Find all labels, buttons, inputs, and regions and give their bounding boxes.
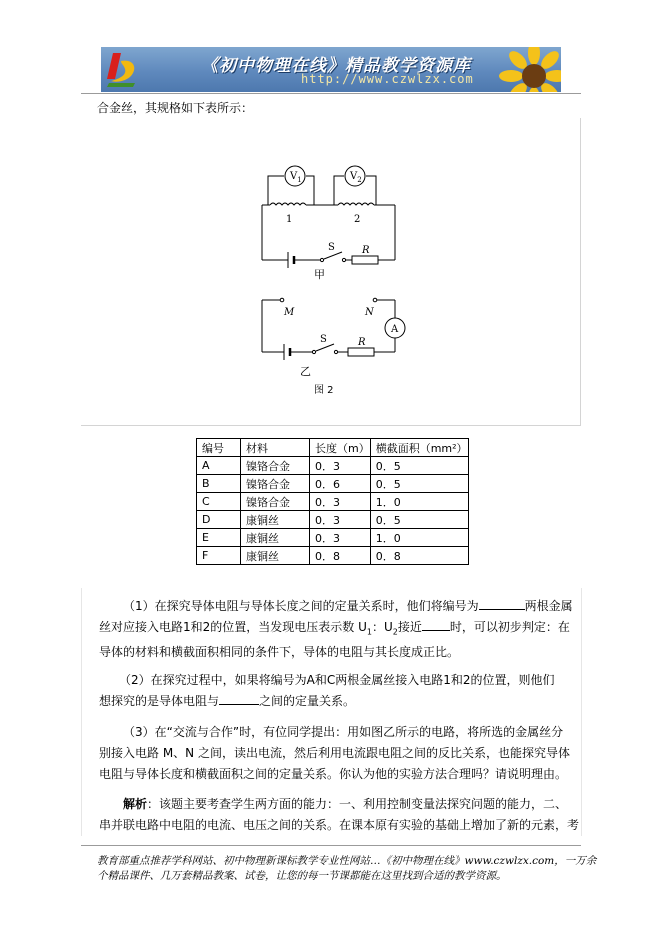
table-cell: 0．5: [370, 511, 468, 529]
table-row: [197, 547, 469, 565]
wire-spec-table: [196, 438, 469, 565]
banner-title: 《初中物理在线》精品教学资源库: [201, 56, 471, 76]
footer-notice: 教育部重点推荐学科网站、初中物理新课标教学专业性网站…《初中物理在线》www.czwlzx.com，一万余 个精品课件、几万套精品教案、试卷，让您的每一节课都能在这里找到合适的教学资源。: [97, 855, 597, 882]
table-cell: 0．5: [370, 457, 468, 475]
voltmeter-2-label: $V_2$: [350, 171, 362, 184]
voltmeter-1-label: $V_1$: [290, 171, 302, 184]
wire-1-label: 1: [286, 214, 293, 225]
table-cell: 0．3: [310, 511, 371, 529]
table-cell: E: [197, 529, 241, 547]
site-logo-icon: [105, 49, 139, 89]
wire-2-label: 2: [354, 214, 361, 225]
resistor-yi-label: R: [358, 337, 366, 348]
table-row: [197, 529, 469, 547]
table-cell: 康铜丝: [241, 529, 310, 547]
table-cell: 1．0: [370, 493, 468, 511]
table-cell: 0．8: [310, 547, 371, 565]
table-cell: 0．3: [310, 529, 371, 547]
intro-line: 合金丝，其规格如下表所示：: [97, 101, 254, 115]
table-cell: 康铜丝: [241, 511, 310, 529]
table-cell: C: [197, 493, 241, 511]
question-1: （1）在探究导体电阻与导体长度之间的定量关系时，他们将编号为 两根金属 丝对应接入电路1和2的位置，当发现电压表示数 $U_1$：$U_2$接近 时，可以初步判定：在 导体的材料和横截面积相同的条件下，导体的电阻与其长度成正比。: [99, 599, 573, 660]
table-header-row: [197, 439, 469, 457]
circuit-yi-label: 乙: [300, 365, 311, 378]
table-cell: 镍铬合金: [241, 457, 310, 475]
point-m-label: M: [284, 307, 295, 318]
answer-blank: [219, 692, 259, 705]
table-cell: 康铜丝: [241, 547, 310, 565]
table-row: [197, 457, 469, 475]
table-cell: 0．5: [370, 475, 468, 493]
point-n-label: N: [365, 307, 374, 318]
table-row: [197, 493, 469, 511]
figure-caption: 图 2: [314, 385, 334, 396]
table-cell: A: [197, 457, 241, 475]
ammeter-label: A: [391, 324, 399, 335]
table-cell: F: [197, 547, 241, 565]
circuit-figure: [240, 160, 420, 400]
table-cell: 镍铬合金: [241, 493, 310, 511]
answer-blank: [422, 618, 450, 631]
header-rule: [81, 93, 581, 94]
table-cell: D: [197, 511, 241, 529]
table-cell: 0．6: [310, 475, 371, 493]
analysis: 解析：该题主要考查学生两方面的能力：一、利用控制变量法探究问题的能力，二、 串并联电路中电阻的电流、电压之间的关系。在课本原有实验的基础上增加了新的元素，考: [99, 797, 580, 832]
footer-rule: [81, 845, 581, 846]
question-2: （2）在探究过程中，如果将编号为A和C两根金属丝接入电路1和2的位置，则他们 想探究的是导体电阻与 之间的定量关系。: [99, 673, 555, 708]
table-cell: 0．8: [370, 547, 468, 565]
table-row: [197, 511, 469, 529]
header-banner: [101, 47, 561, 92]
question-3: （3）在“交流与合作”时，有位同学提出：用如图乙所示的电路，将所选的金属丝分 别接入电路 M、N 之间，读出电流，然后利用电流跟电阻之间的反比关系，也能探究导体 电阻与导体长度和横截面积之间的定量关系。你认为他的实验方法合理吗？请说明理由。: [99, 725, 570, 781]
sunflower-icon: [499, 47, 561, 92]
answer-blank: [479, 597, 525, 610]
header-cell: 材料: [241, 439, 310, 457]
table-cell: 0．3: [310, 493, 371, 511]
switch-yi-label: S: [320, 334, 327, 345]
header-cell: 编号: [197, 439, 241, 457]
header-cell: 横截面积（mm²）: [370, 439, 468, 457]
table-cell: 1．0: [370, 529, 468, 547]
table-row: [197, 475, 469, 493]
switch-jia-label: S: [328, 242, 335, 253]
analysis-label: 解析: [123, 797, 148, 811]
header-cell: 长度（m）: [310, 439, 371, 457]
table-cell: 0．3: [310, 457, 371, 475]
banner-url[interactable]: http://www.czwlzx.com: [301, 72, 474, 86]
table-cell: B: [197, 475, 241, 493]
resistor-jia-label: R: [362, 245, 370, 256]
circuit-jia-label: 甲: [314, 268, 325, 281]
table-cell: 镍铬合金: [241, 475, 310, 493]
